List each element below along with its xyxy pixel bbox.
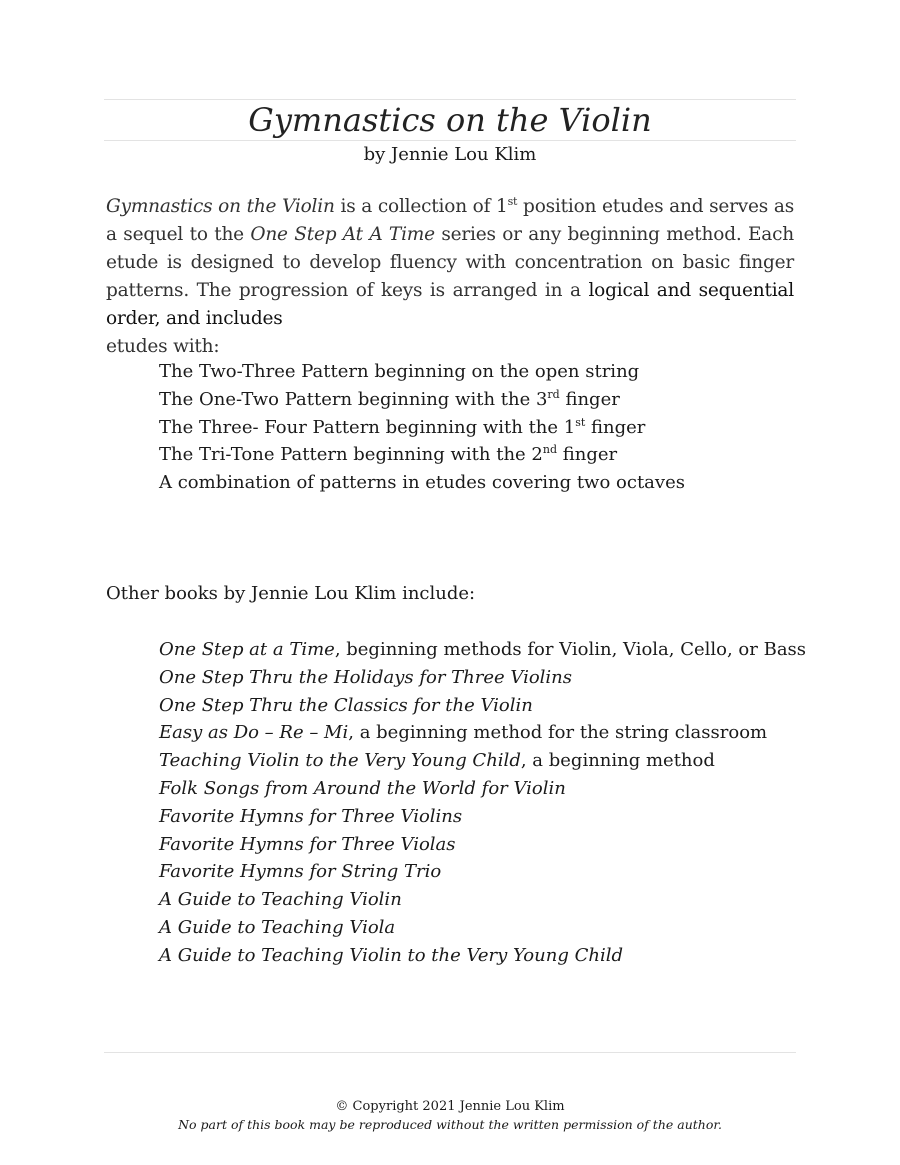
- copyright-notice: No part of this book may be reproduced without the written permission of the author.: [178, 1117, 722, 1132]
- pattern-text: The Three- Four Pattern beginning with the 1: [159, 416, 576, 438]
- book-item: [159, 747, 806, 775]
- pattern-text: The One-Two Pattern beginning with the 3: [159, 388, 548, 410]
- author-line: by Jennie Lou Klim: [363, 144, 537, 165]
- copyright: © Copyright 2021 Jennie Lou Klim: [335, 1099, 565, 1114]
- book-description: , a beginning method: [520, 750, 715, 772]
- pattern-ordinal: st: [575, 415, 586, 429]
- pattern-item: [159, 414, 685, 442]
- book-item: [159, 636, 806, 664]
- pattern-ordinal: rd: [547, 387, 560, 401]
- book-description: , beginning methods for Violin, Viola, Cello, or Bass: [334, 639, 807, 660]
- book-title: Favorite Hymns for Three Violins: [159, 805, 463, 827]
- pattern-item: [159, 469, 685, 497]
- book-item: [159, 803, 806, 831]
- book-item: [159, 886, 806, 914]
- pattern-item: [159, 358, 685, 386]
- intro-body: [106, 193, 794, 333]
- book-description: , a beginning method for the string classroom: [348, 722, 768, 744]
- book-title: One Step at a Time: [159, 639, 335, 660]
- pattern-text-after: finger: [559, 388, 620, 410]
- book-item: [159, 942, 806, 970]
- book-title: A Guide to Teaching Violin to the Very Young Child: [159, 944, 623, 966]
- pattern-item: [159, 386, 685, 414]
- book-title: Favorite Hymns for Three Violas: [159, 833, 456, 855]
- book-title: Teaching Violin to the Very Young Child: [159, 750, 521, 772]
- book-title: One Step Thru the Classics for the Violin: [159, 694, 533, 716]
- pattern-text: A combination of patterns in etudes covering two octaves: [159, 472, 685, 494]
- footer-rule: [104, 1052, 796, 1053]
- pattern-item: [159, 441, 685, 469]
- intro-last-line: etudes with:: [106, 336, 220, 357]
- book-item: [159, 692, 806, 720]
- pattern-text-after: finger: [557, 444, 618, 466]
- intro-text-2: position etudes and serves as a sequel to the: [106, 196, 794, 245]
- intro-series-title: One Step At A Time: [250, 224, 435, 245]
- intro-text-1: is a collection of 1: [334, 196, 508, 217]
- book-item: [159, 664, 806, 692]
- book-title: A Guide to Teaching Viola: [159, 916, 396, 938]
- book-title: A Guide to Teaching Violin: [159, 889, 402, 911]
- book-title: Favorite Hymns for String Trio: [159, 861, 442, 883]
- intro-book-title: Gymnastics on the Violin: [106, 196, 335, 217]
- pattern-text: The Tri-Tone Pattern beginning with the 2: [159, 444, 543, 466]
- pattern-text: The Two-Three Pattern beginning on the open string: [159, 361, 640, 382]
- pattern-list: [159, 358, 685, 497]
- pattern-ordinal: nd: [542, 443, 558, 457]
- book-title: One Step Thru the Holidays for Three Violins: [159, 666, 573, 688]
- pattern-text-after: finger: [585, 416, 646, 438]
- book-item: [159, 775, 806, 803]
- intro-text-3: series or any beginning method. Each etude is designed to develop fluency with concentration on basic finger patterns. The progression of keys is arranged in a: [106, 224, 794, 301]
- book-item: [159, 914, 806, 942]
- book-item: [159, 831, 806, 859]
- page-title: Gymnastics on the Violin: [248, 101, 652, 139]
- book-title: Easy as Do – Re – Mi: [159, 722, 349, 744]
- books-list: [159, 636, 806, 970]
- intro-text-4: logical and sequential order, and includes: [106, 280, 794, 329]
- book-title: Folk Songs from Around the World for Violin: [159, 777, 566, 799]
- title-rule-bottom: [104, 140, 796, 141]
- intro-paragraph: [106, 193, 794, 361]
- intro-sup: st: [507, 195, 518, 208]
- book-item: [159, 719, 806, 747]
- book-item: [159, 858, 806, 886]
- other-books-heading: Other books by Jennie Lou Klim include:: [106, 583, 476, 604]
